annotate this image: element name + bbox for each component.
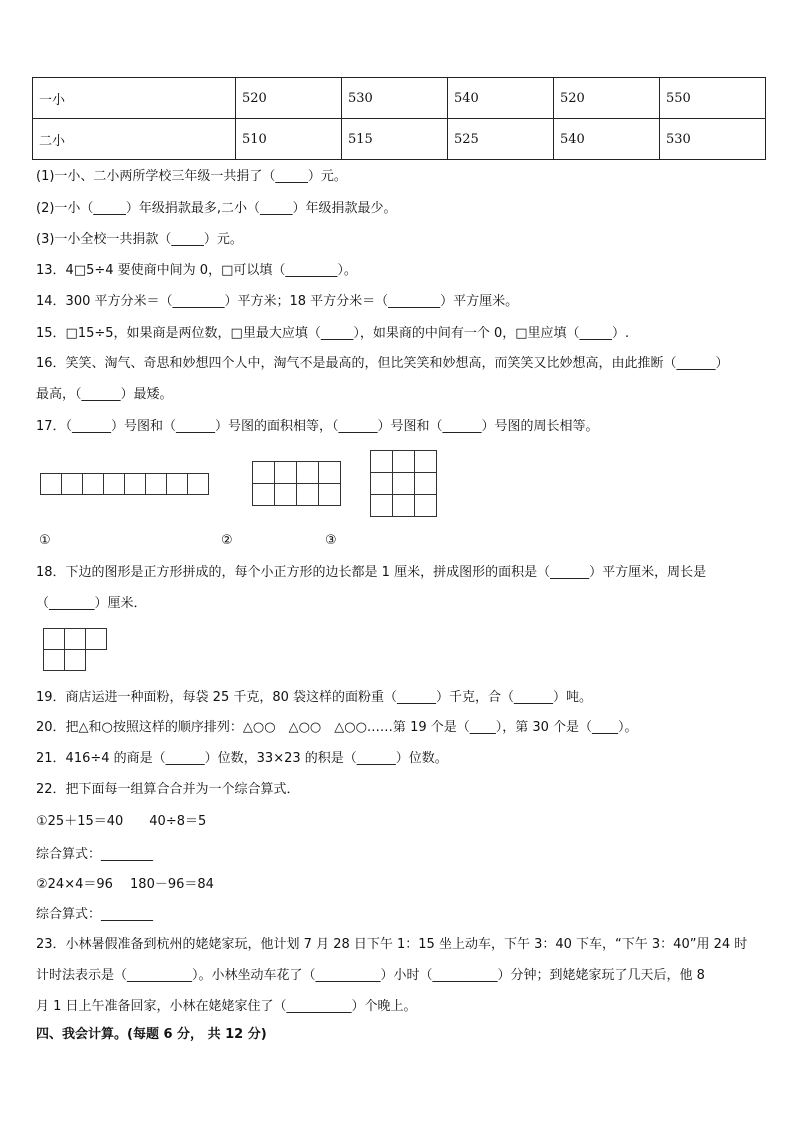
question-22: 22．把下面每一组算合合并为一个综合算式．: [36, 782, 300, 797]
question-22-group-2: ②24×4＝96 180－96＝84: [36, 877, 214, 892]
question-12-part-2: (2)一小（_____）年级捐款最多,二小（_____）年级捐款最少。: [36, 201, 397, 216]
row-label: 二小: [33, 119, 236, 160]
table-cell: 530: [660, 119, 766, 160]
table-cell: 510: [236, 119, 342, 160]
figure-2-marker: ②: [221, 533, 233, 548]
question-22-combined-2: 综合算式：________: [36, 907, 154, 922]
question-17: 17．（______）号图和（______）号图的面积相等，（______）号图和（______）号图的周长相等。: [36, 419, 599, 434]
question-23-line-2: 计时法表示是（__________）。小林坐动车花了（__________）小时（__________）分钟；到姥姥家玩了几天后，他 8: [36, 968, 705, 983]
question-12-part-3: (3)一小全校一共捐款（_____）元。: [36, 232, 243, 247]
table-cell: 530: [342, 78, 448, 119]
question-14: 14．300 平方分米＝（________）平方米；18 平方分米＝（________）平方厘米。: [36, 294, 519, 309]
figure-1-strip: [40, 473, 214, 495]
table-cell: 540: [448, 78, 554, 119]
figure-1-marker: ①: [39, 533, 51, 548]
question-15: 15．□15÷5，如果商是两位数，□里最大应填（_____），如果商的中间有一个 0，□里应填（_____）.: [36, 326, 630, 341]
question-22-combined-1: 综合算式：________: [36, 847, 154, 862]
section-4-heading: 四、我会计算。(每题 6 分， 共 12 分): [36, 1027, 267, 1042]
row-label: 一小: [33, 78, 236, 119]
table-cell: 520: [236, 78, 342, 119]
donation-table: [32, 77, 766, 160]
table-row: [33, 78, 766, 119]
question-21: 21．416÷4 的商是（______）位数，33×23 的积是（______）位数。: [36, 751, 448, 766]
question-20: 20．把△和○按照这样的顺序排列：△○○ △○○ △○○……第 19 个是（____），第 30 个是（____）。: [36, 720, 638, 735]
table-row: [33, 119, 766, 160]
question-23-line-3: 月 1 日上午准备回家，小林在姥姥家住了（__________）个晚上。: [36, 999, 417, 1014]
table-cell: 540: [554, 119, 660, 160]
question-16-line-1: 16．笑笑、淘气、奇思和妙想四个人中，淘气不是最高的，但比笑笑和妙想高，而笑笑又比妙想高，由此推断（______）: [36, 356, 729, 371]
question-22-group-1: ①25＋15＝40 40÷8＝5: [36, 814, 207, 829]
question-18-shape: [43, 628, 107, 671]
table-cell: 520: [554, 78, 660, 119]
figure-2-grid: [252, 461, 340, 505]
table-cell: 515: [342, 119, 448, 160]
question-12-part-1: (1)一小、二小两所学校三年级一共捐了（_____）元。: [36, 169, 347, 184]
table-cell: 525: [448, 119, 554, 160]
table-cell: 550: [660, 78, 766, 119]
question-23-line-1: 23．小林暑假准备到杭州的姥姥家玩，他计划 7 月 28 日下午 1：15 坐上动车，下午 3：40 下车，“下午 3：40”用 24 时: [36, 937, 748, 952]
question-18-line-2: （_______）厘米．: [36, 596, 147, 611]
question-19: 19．商店运进一种面粉，每袋 25 千克，80 袋这样的面粉重（______）千克，合（______）吨。: [36, 690, 593, 705]
question-13: 13．4□5÷4 要使商中间为 0，□可以填（________）。: [36, 263, 357, 278]
question-16-line-2: 最高，（______）最矮。: [36, 387, 173, 402]
figure-3-marker: ③: [325, 533, 337, 548]
question-18-line-1: 18．下边的图形是正方形拼成的，每个小正方形的边长都是 1 厘米，拼成图形的面积是（______）平方厘米，周长是: [36, 565, 707, 580]
figure-3-grid: [370, 450, 436, 516]
